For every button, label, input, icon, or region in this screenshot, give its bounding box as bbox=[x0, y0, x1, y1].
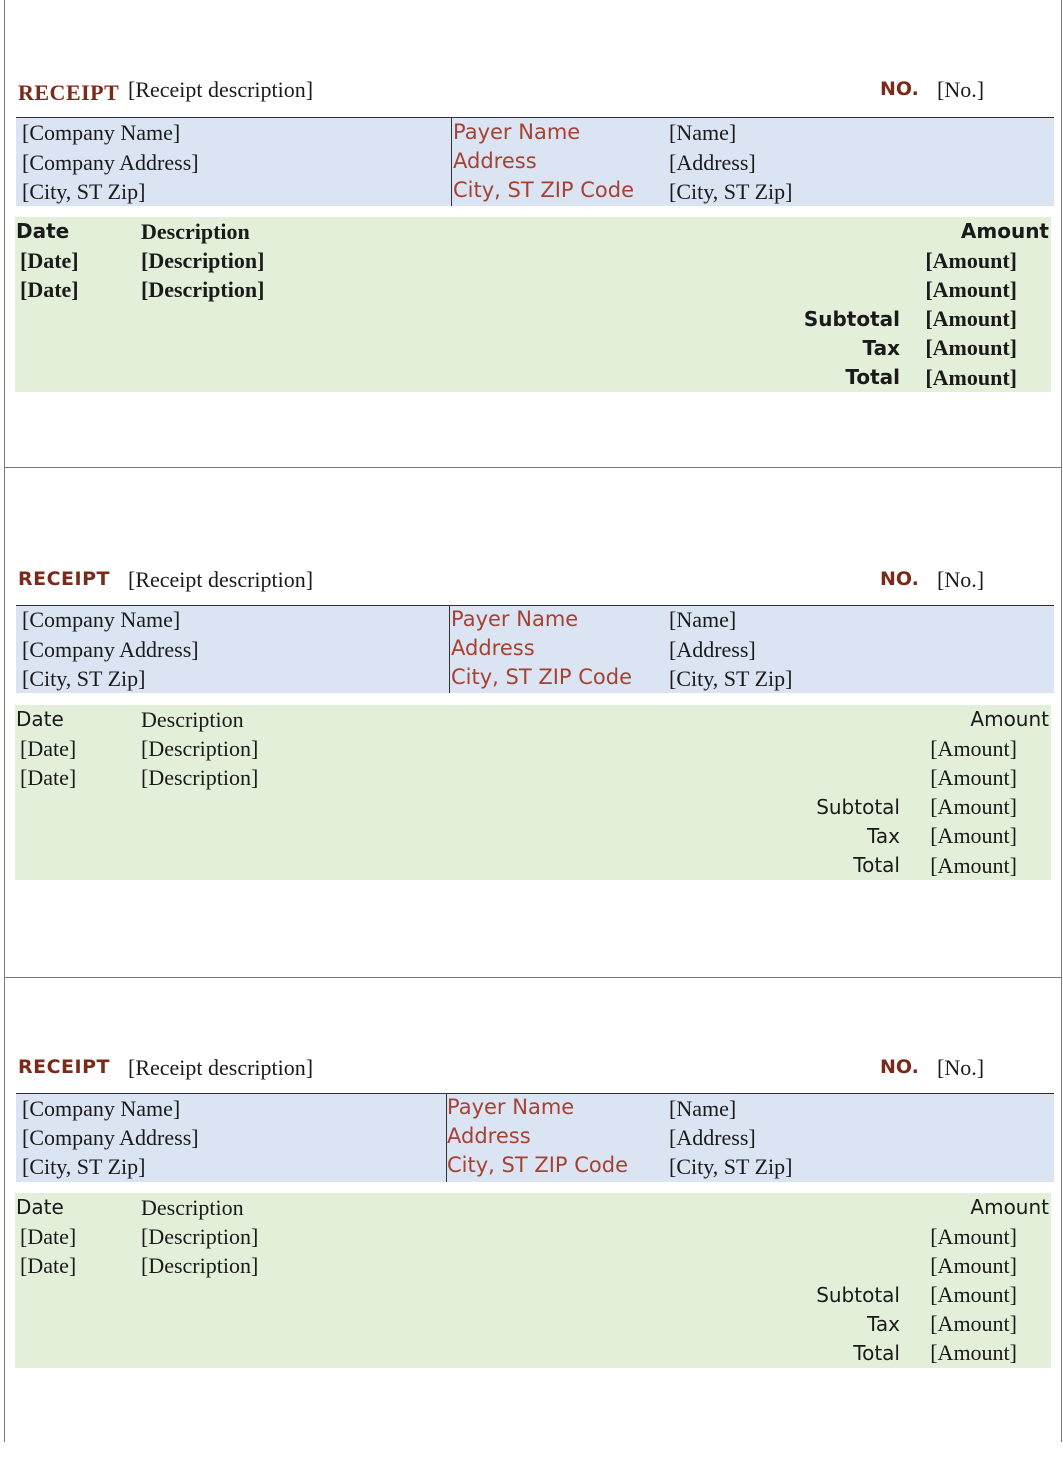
tax-label: Tax bbox=[867, 824, 900, 848]
total-amount[interactable]: [Amount] bbox=[930, 1340, 1017, 1365]
company-payer-block bbox=[16, 605, 1054, 693]
subtotal-label: Subtotal bbox=[803, 307, 900, 331]
payer-name-value[interactable]: [Name] bbox=[669, 1096, 737, 1121]
receipt-title: RECEIPT bbox=[18, 1056, 110, 1078]
receipt-description[interactable]: [Receipt description] bbox=[128, 77, 314, 102]
date-header: Date bbox=[16, 219, 70, 243]
row-amount[interactable]: [Amount] bbox=[925, 277, 1017, 302]
tax-label: Tax bbox=[867, 1312, 900, 1336]
row-date[interactable]: [Date] bbox=[20, 736, 77, 761]
payer-address-label: Address bbox=[447, 1124, 531, 1148]
line-items-block bbox=[15, 705, 1051, 880]
subtotal-amount[interactable]: [Amount] bbox=[930, 794, 1017, 819]
amount-header: Amount bbox=[960, 219, 1049, 243]
amount-header: Amount bbox=[970, 707, 1049, 731]
total-label: Total bbox=[853, 1341, 900, 1365]
company-payer-block bbox=[16, 117, 1054, 206]
receipt-number-value[interactable]: [No.] bbox=[937, 77, 985, 102]
payer-name-value[interactable]: [Name] bbox=[669, 607, 737, 632]
payer-address-value[interactable]: [Address] bbox=[669, 150, 756, 175]
receipt-1 bbox=[0, 0, 1063, 490]
info-divider bbox=[451, 118, 452, 206]
date-header: Date bbox=[16, 707, 64, 731]
payer-name-label: Payer Name bbox=[451, 607, 579, 631]
payer-name-value[interactable]: [Name] bbox=[669, 120, 737, 145]
tax-amount[interactable]: [Amount] bbox=[930, 1311, 1017, 1336]
company-name[interactable]: [Company Name] bbox=[22, 1096, 181, 1121]
row-date[interactable]: [Date] bbox=[20, 277, 79, 302]
subtotal-label: Subtotal bbox=[816, 1283, 900, 1307]
payer-city-label: City, ST ZIP Code bbox=[447, 1153, 629, 1177]
tax-amount[interactable]: [Amount] bbox=[925, 335, 1017, 360]
receipt-3 bbox=[0, 978, 1063, 1468]
tax-label: Tax bbox=[862, 336, 900, 360]
company-city[interactable]: [City, ST Zip] bbox=[22, 179, 146, 204]
company-address[interactable]: [Company Address] bbox=[22, 1125, 199, 1150]
company-name[interactable]: [Company Name] bbox=[22, 120, 181, 145]
row-amount[interactable]: [Amount] bbox=[930, 1253, 1017, 1278]
receipt-2 bbox=[0, 490, 1063, 980]
tax-amount[interactable]: [Amount] bbox=[930, 823, 1017, 848]
description-header: Description bbox=[141, 707, 244, 732]
row-amount[interactable]: [Amount] bbox=[930, 765, 1017, 790]
row-date[interactable]: [Date] bbox=[20, 1253, 77, 1278]
row-date[interactable]: [Date] bbox=[20, 248, 79, 273]
amount-header: Amount bbox=[970, 1195, 1049, 1219]
payer-city-label: City, ST ZIP Code bbox=[451, 665, 633, 689]
row-amount[interactable]: [Amount] bbox=[930, 1224, 1017, 1249]
row-date[interactable]: [Date] bbox=[20, 765, 77, 790]
payer-city-value[interactable]: [City, ST Zip] bbox=[669, 1154, 793, 1179]
company-address[interactable]: [Company Address] bbox=[22, 150, 199, 175]
receipt-number-label: NO. bbox=[880, 78, 919, 100]
row-description[interactable]: [Description] bbox=[141, 1224, 259, 1249]
row-description[interactable]: [Description] bbox=[141, 1253, 259, 1278]
company-name[interactable]: [Company Name] bbox=[22, 607, 181, 632]
receipt-description[interactable]: [Receipt description] bbox=[128, 567, 314, 592]
payer-name-label: Payer Name bbox=[447, 1095, 575, 1119]
row-amount[interactable]: [Amount] bbox=[930, 736, 1017, 761]
receipt-number-value[interactable]: [No.] bbox=[937, 567, 985, 592]
company-city[interactable]: [City, ST Zip] bbox=[22, 1154, 146, 1179]
total-label: Total bbox=[845, 365, 900, 389]
line-items-block bbox=[15, 217, 1051, 392]
payer-address-value[interactable]: [Address] bbox=[669, 637, 756, 662]
payer-address-label: Address bbox=[453, 149, 537, 173]
subtotal-amount[interactable]: [Amount] bbox=[930, 1282, 1017, 1307]
row-description[interactable]: [Description] bbox=[141, 277, 265, 302]
total-amount[interactable]: [Amount] bbox=[925, 365, 1017, 390]
receipt-number-value[interactable]: [No.] bbox=[937, 1055, 985, 1080]
receipt-title: RECEIPT bbox=[18, 568, 110, 590]
receipt-description[interactable]: [Receipt description] bbox=[128, 1055, 314, 1080]
row-description[interactable]: [Description] bbox=[141, 736, 259, 761]
row-description[interactable]: [Description] bbox=[141, 248, 265, 273]
receipt-title: RECEIPT bbox=[18, 80, 120, 105]
company-payer-block bbox=[16, 1093, 1054, 1182]
subtotal-label: Subtotal bbox=[816, 795, 900, 819]
description-header: Description bbox=[141, 219, 250, 244]
payer-name-label: Payer Name bbox=[453, 120, 581, 144]
row-amount[interactable]: [Amount] bbox=[925, 248, 1017, 273]
subtotal-amount[interactable]: [Amount] bbox=[925, 306, 1017, 331]
payer-city-value[interactable]: [City, ST Zip] bbox=[669, 666, 793, 691]
payer-address-label: Address bbox=[451, 636, 535, 660]
receipt-number-label: NO. bbox=[880, 1056, 919, 1078]
row-date[interactable]: [Date] bbox=[20, 1224, 77, 1249]
date-header: Date bbox=[16, 1195, 64, 1219]
total-label: Total bbox=[853, 853, 900, 877]
total-amount[interactable]: [Amount] bbox=[930, 853, 1017, 878]
info-divider bbox=[449, 606, 450, 693]
payer-address-value[interactable]: [Address] bbox=[669, 1125, 756, 1150]
company-address[interactable]: [Company Address] bbox=[22, 637, 199, 662]
description-header: Description bbox=[141, 1195, 244, 1220]
receipt-number-label: NO. bbox=[880, 568, 919, 590]
line-items-block bbox=[15, 1193, 1051, 1368]
payer-city-value[interactable]: [City, ST Zip] bbox=[669, 179, 793, 204]
row-description[interactable]: [Description] bbox=[141, 765, 259, 790]
company-city[interactable]: [City, ST Zip] bbox=[22, 666, 146, 691]
payer-city-label: City, ST ZIP Code bbox=[453, 178, 635, 202]
